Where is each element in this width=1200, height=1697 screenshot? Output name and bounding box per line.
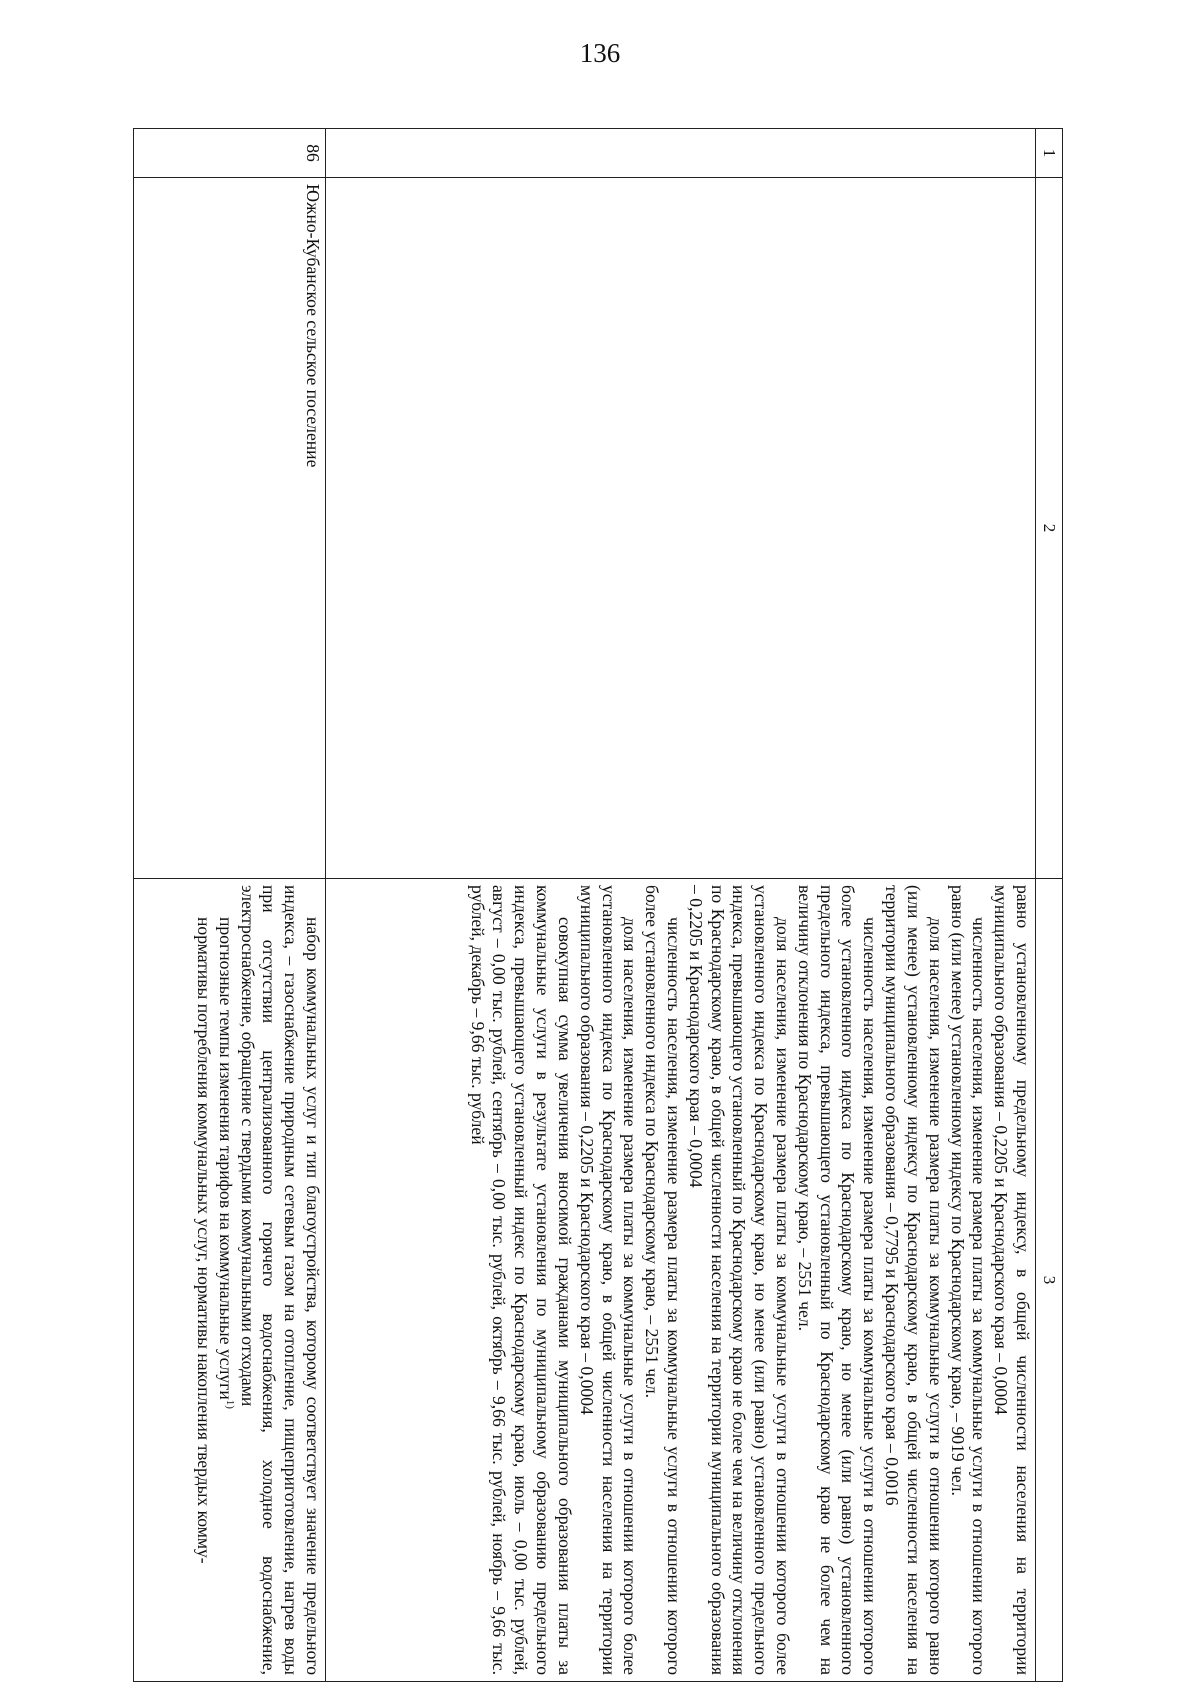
detail-paragraph: доля населения, изменение размера платы за коммунальные услуги в отношении которого равно (или менее) установленному индексу по Краснодарскому краю, в общей численности населения на территории муниципального образования – 0,7795 и Краснодарского края – 0,0016	[882, 885, 946, 1675]
header-col-3: 3	[1036, 879, 1063, 1682]
row-number-cell	[326, 129, 1036, 178]
details-cell	[134, 879, 326, 1682]
row-number-cell: 86	[134, 129, 326, 178]
detail-text: прогнозные темпы изменения тарифов на коммунальные услуги	[215, 917, 236, 1400]
detail-paragraph: набор коммунальных услуг и тип благоустройства, которому соответствует значение предельного индекса, – газоснабжение природным сетевым газом на отопление, пищеприготовление, нагрев воды при отсутствии централизованного горячего водоснабжения, холодное водоснабжение, электроснабжение, обращение с твердыми коммунальными отходами	[237, 885, 323, 1675]
page-number: 136	[579, 38, 621, 68]
footnote-mark: 1)	[223, 1399, 236, 1409]
header-col-1: 1	[1036, 129, 1063, 178]
detail-paragraph: нормативы потребления коммунальных услуг, нормативы накопления твердых комму-	[193, 917, 214, 1564]
tariff-table	[133, 128, 1063, 1682]
rotated-table-container	[133, 128, 1063, 1678]
table-row	[326, 129, 1036, 1682]
detail-paragraph: совокупная сумма увеличения вносимой гражданами муниципального образования платы за коммунальные услуги в результате установления по муниципальному образованию предельного индекса, превышающего установленный индекс по Краснодарскому краю, июль – 0,00 тыс. рублей, август – 0,00 тыс. рублей, сентябрь – 0,00 тыс. рублей, октябрь – 9,66 тыс. рублей, ноябрь – 9,66 тыс. рублей, декабрь – 9,66 тыс. рублей	[467, 885, 575, 1675]
details-cell	[326, 879, 1036, 1682]
detail-paragraph: равно установленному предельному индексу, в общей численности населения на территории муниципального образования – 0,2205 и Краснодарского края – 0,0004	[991, 885, 1033, 1675]
settlement-name-cell: Южно-Кубанское сельское поселение	[134, 178, 326, 879]
table-header-row	[1036, 129, 1063, 1682]
detail-paragraph: численность населения, изменение размера платы за коммунальные услуги в отношении которого равно (или менее) установленному индексу по Краснодарскому краю, – 9019 чел.	[947, 885, 990, 1675]
detail-paragraph	[214, 885, 236, 1675]
table-row	[134, 129, 326, 1682]
detail-paragraph: доля населения, изменение размера платы за коммунальные услуги в отношении которого более установленного индекса по Краснодарскому краю, в общей численности населения на территории муниципального образования – 0,2205 и Краснодарского края – 0,0004	[576, 885, 641, 1675]
detail-paragraph: численность населения, изменение размера платы за коммунальные услуги в отношении которого более установленного индекса по Краснодарскому краю, но менее (или равно) установленного предельного индекса, превышающего установленный по Краснодарскому краю не более чем на величину отклонения по Краснодарскому краю, – 2551 чел.	[794, 885, 881, 1675]
settlement-name-cell	[326, 178, 1036, 879]
header-col-2: 2	[1036, 178, 1063, 879]
detail-paragraph: доля населения, изменение размера платы за коммунальные услуги в отношении которого более установленного индекса по Краснодарскому краю, но менее (или равно) установленного предельного индекса, превышающего установленный по Краснодарскому краю не более чем на величину отклонения по Краснодарскому краю, в общей численности населения на территории муниципального образования – 0,2205 и Краснодарского края – 0,0004	[685, 885, 794, 1675]
detail-paragraph: численность населения, изменение размера платы за коммунальные услуги в отношении которого более установленного индекса по Краснодарскому краю, – 2551 чел.	[642, 885, 684, 1675]
